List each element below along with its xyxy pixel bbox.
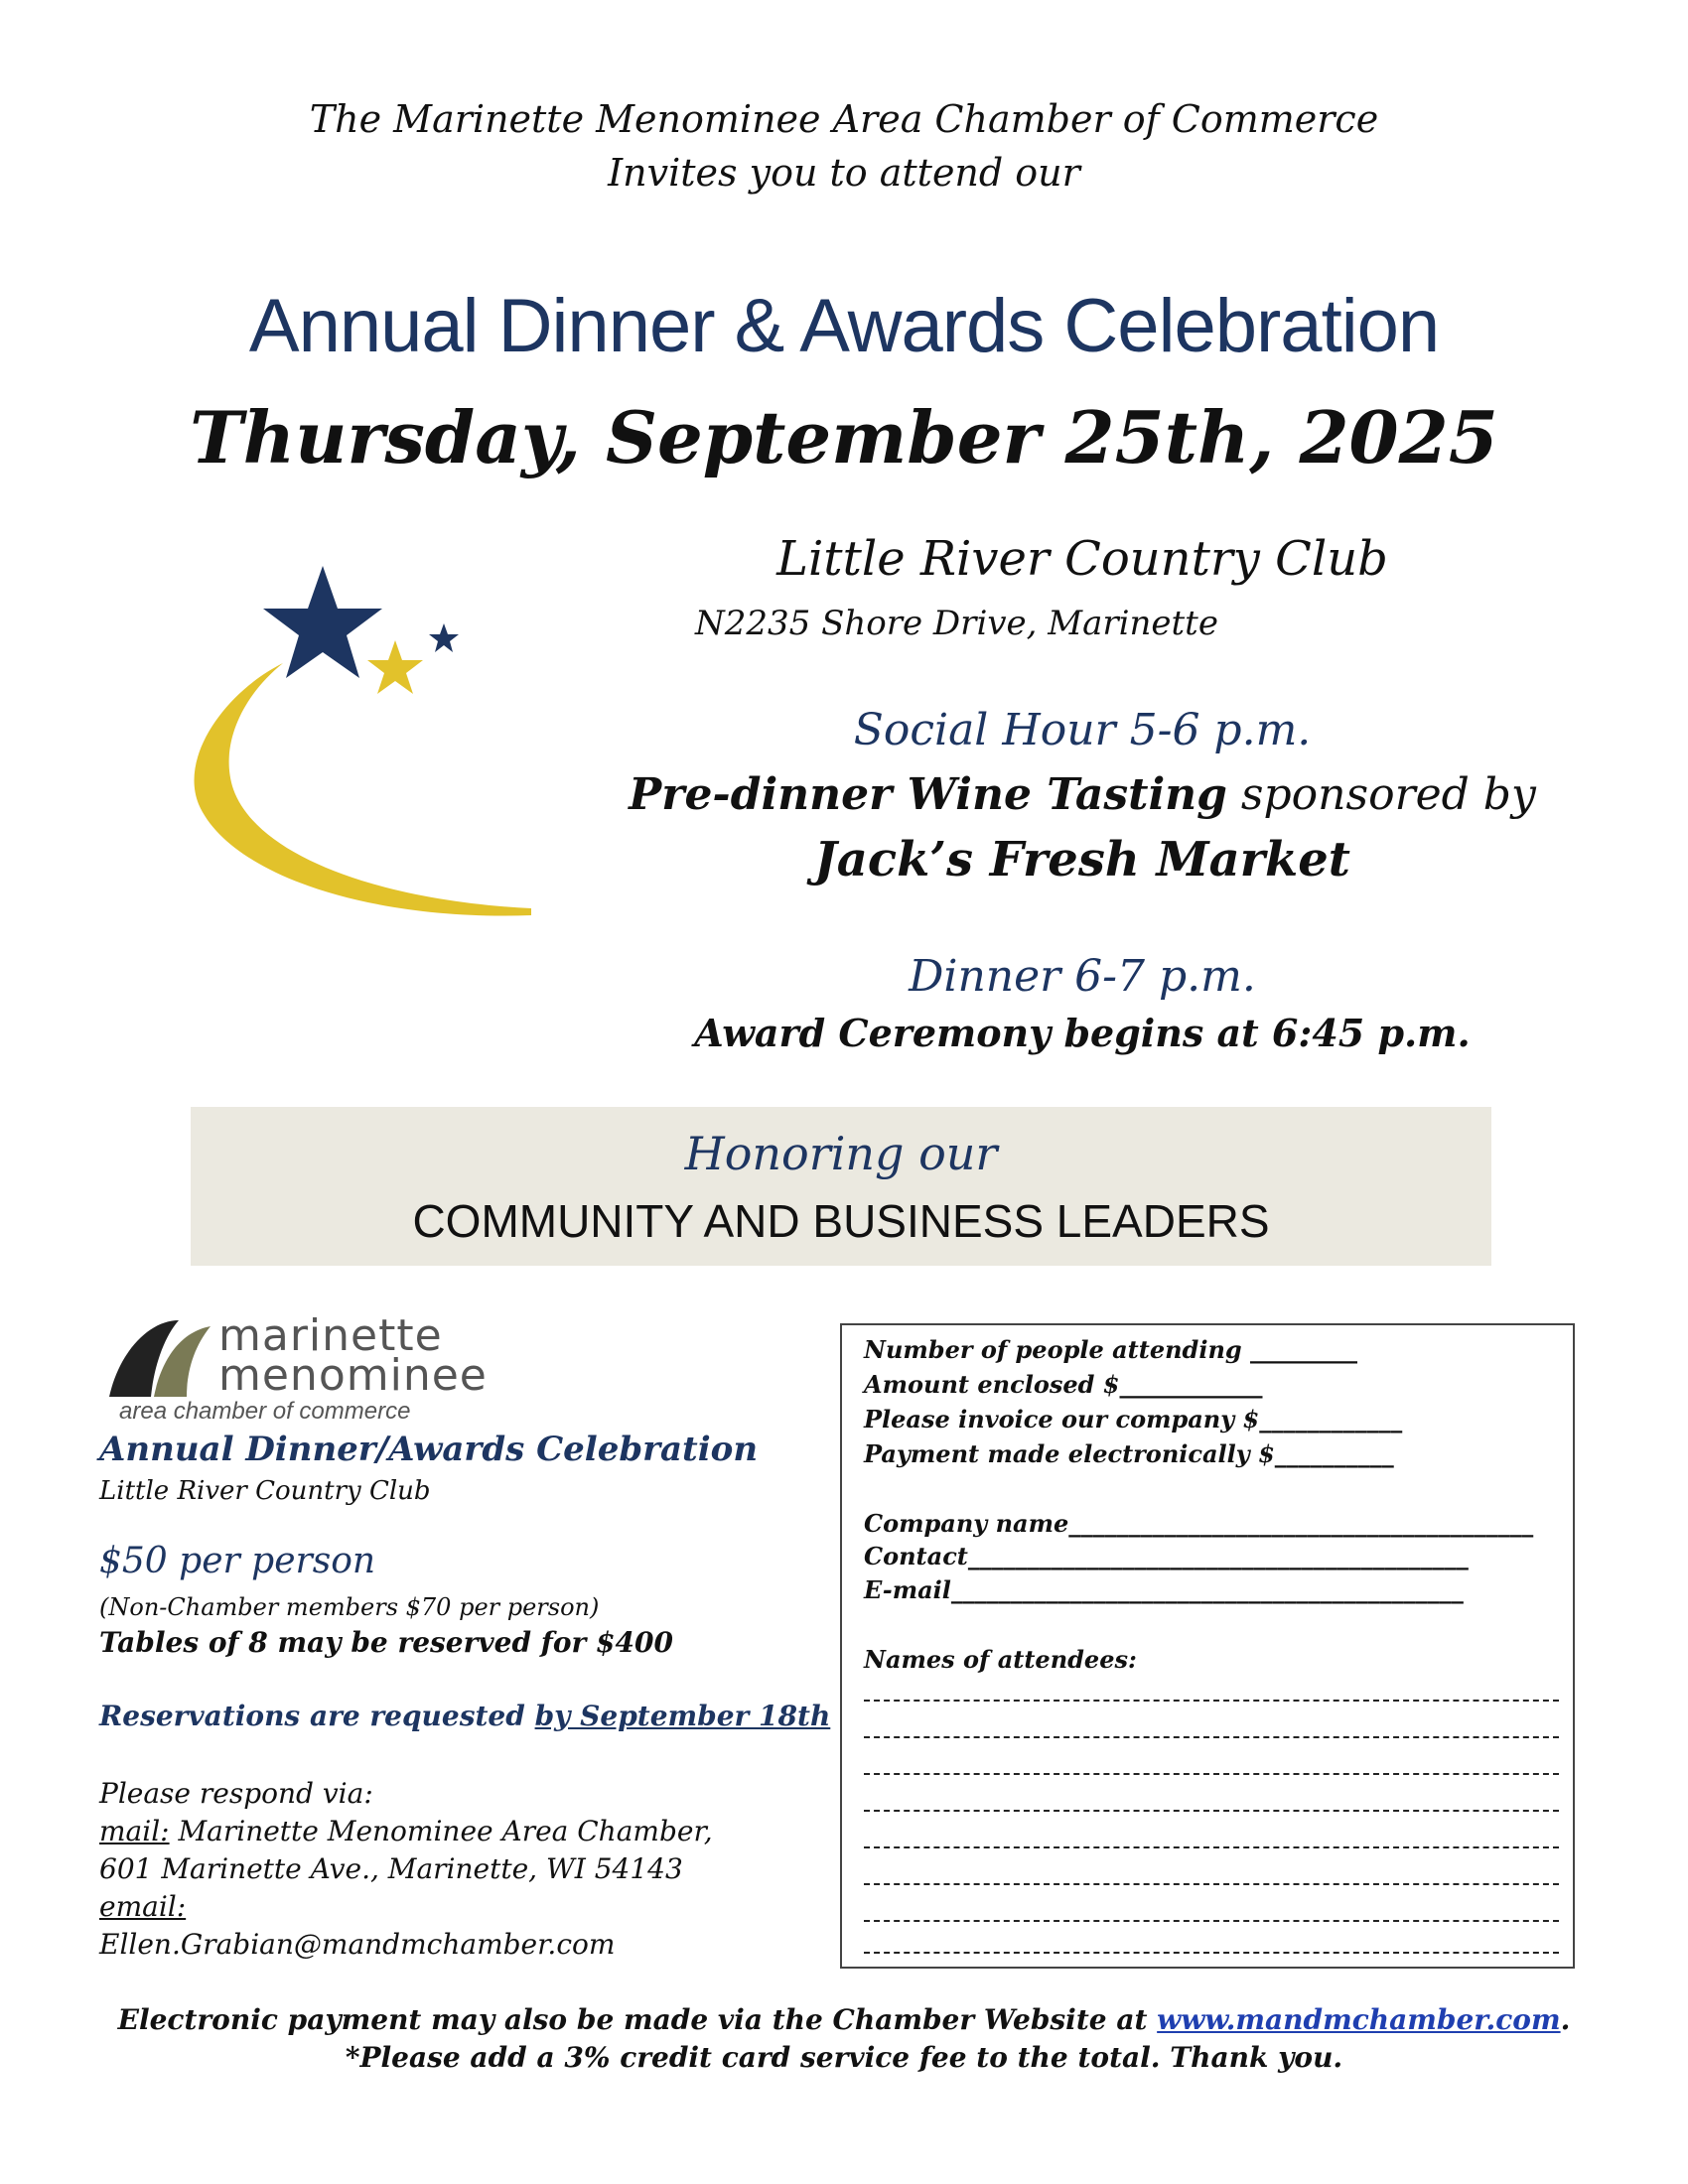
nonmember-price: (Non-Chamber members $70 per person) — [99, 1593, 600, 1621]
reservation-title: Annual Dinner/Awards Celebration — [99, 1430, 759, 1469]
table-price: Tables of 8 may be reserved for $400 — [99, 1626, 673, 1659]
reservation-venue: Little River Country Club — [99, 1476, 431, 1506]
reservation-deadline — [99, 1700, 830, 1732]
footer-suffix: . — [1560, 2003, 1571, 2036]
attendee-names-label: Names of attendees: — [864, 1645, 1137, 1674]
wine-tasting-line — [556, 769, 1609, 820]
email-field[interactable]: E-mail___________________________________________ — [864, 1575, 1464, 1604]
reserve-prefix: Reservations are requested — [99, 1700, 525, 1732]
respond-via: Please respond via: — [99, 1777, 373, 1810]
honoring-line-2: COMMUNITY AND BUSINESS LEADERS — [412, 1195, 1270, 1247]
attendee-name-line[interactable] — [864, 1846, 1559, 1848]
attendee-name-line[interactable] — [864, 1810, 1559, 1812]
contact-field[interactable]: Contact__________________________________________ — [864, 1542, 1469, 1570]
small-blue-star-icon — [429, 623, 459, 652]
footer-payment-note — [0, 2003, 1688, 2036]
logo-menominee: menominee — [218, 1350, 488, 1401]
footer-fee-note: *Please add a 3% credit card service fee to the total. Thank you. — [345, 2041, 1343, 2074]
shooting-star-logo — [139, 546, 536, 943]
attendee-count-field[interactable]: Number of people attending _________ — [864, 1335, 1358, 1364]
sponsored-by: sponsored by — [1240, 769, 1536, 820]
amount-enclosed-field[interactable]: Amount enclosed $____________ — [864, 1370, 1263, 1399]
gold-star-icon — [367, 640, 423, 694]
invoice-company-field[interactable]: Please invoice our company $____________ — [864, 1405, 1403, 1433]
mail-line — [99, 1815, 713, 1847]
mail-label: mail: — [99, 1815, 170, 1847]
electronic-payment-field[interactable]: Payment made electronically $__________ — [864, 1439, 1394, 1468]
wine-tasting: Pre-dinner Wine Tasting — [629, 769, 1227, 820]
large-blue-star-icon — [263, 566, 382, 678]
venue-address: N2235 Shore Drive, Marinette — [695, 604, 1218, 643]
attendee-name-line[interactable] — [864, 1952, 1559, 1954]
chamber-logo — [99, 1310, 516, 1425]
logo-marinette: marinette — [218, 1310, 443, 1361]
venue: Little River Country Club — [776, 531, 1388, 587]
attendee-name-line[interactable] — [864, 1920, 1559, 1922]
sponsor: Jack’s Fresh Market — [814, 832, 1350, 887]
mail-address-2: 601 Marinette Ave., Marinette, WI 54143 — [99, 1852, 683, 1885]
invite-line-1: The Marinette Menominee Area Chamber of Commerce — [309, 97, 1379, 141]
reserve-date: by September 18th — [534, 1700, 831, 1732]
social-hour: Social Hour 5-6 p.m. — [853, 705, 1312, 755]
award-ceremony-time: Award Ceremony begins at 6:45 p.m. — [694, 1011, 1471, 1055]
company-name-field[interactable]: Company name_______________________________________ — [864, 1509, 1534, 1538]
email-address[interactable]: Ellen.Grabian@mandmchamber.com — [99, 1928, 616, 1961]
mail-address-1: Marinette Menominee Area Chamber, — [178, 1815, 713, 1847]
footer-prefix: Electronic payment may also be made via the Chamber Website at — [117, 2003, 1148, 2036]
price-per-person: $50 per person — [99, 1541, 376, 1581]
chamber-website-link[interactable]: www.mandmchamber.com — [1157, 2003, 1561, 2036]
attendee-name-line[interactable] — [864, 1736, 1559, 1738]
logo-tagline: area chamber of commerce — [119, 1398, 411, 1425]
event-title: Annual Dinner & Awards Celebration — [248, 284, 1440, 368]
chamber-m-mark-icon — [99, 1312, 218, 1402]
attendee-name-line[interactable] — [864, 1773, 1559, 1775]
dinner-time: Dinner 6-7 p.m. — [909, 951, 1256, 1002]
gold-swoosh-icon — [195, 663, 531, 916]
attendee-name-line[interactable] — [864, 1700, 1559, 1702]
email-label: email: — [99, 1890, 187, 1923]
invite-line-2: Invites you to attend our — [608, 151, 1080, 195]
event-date: Thursday, September 25th, 2025 — [190, 395, 1498, 479]
attendee-name-line[interactable] — [864, 1883, 1559, 1885]
honoring-line-1: Honoring our — [684, 1127, 998, 1180]
